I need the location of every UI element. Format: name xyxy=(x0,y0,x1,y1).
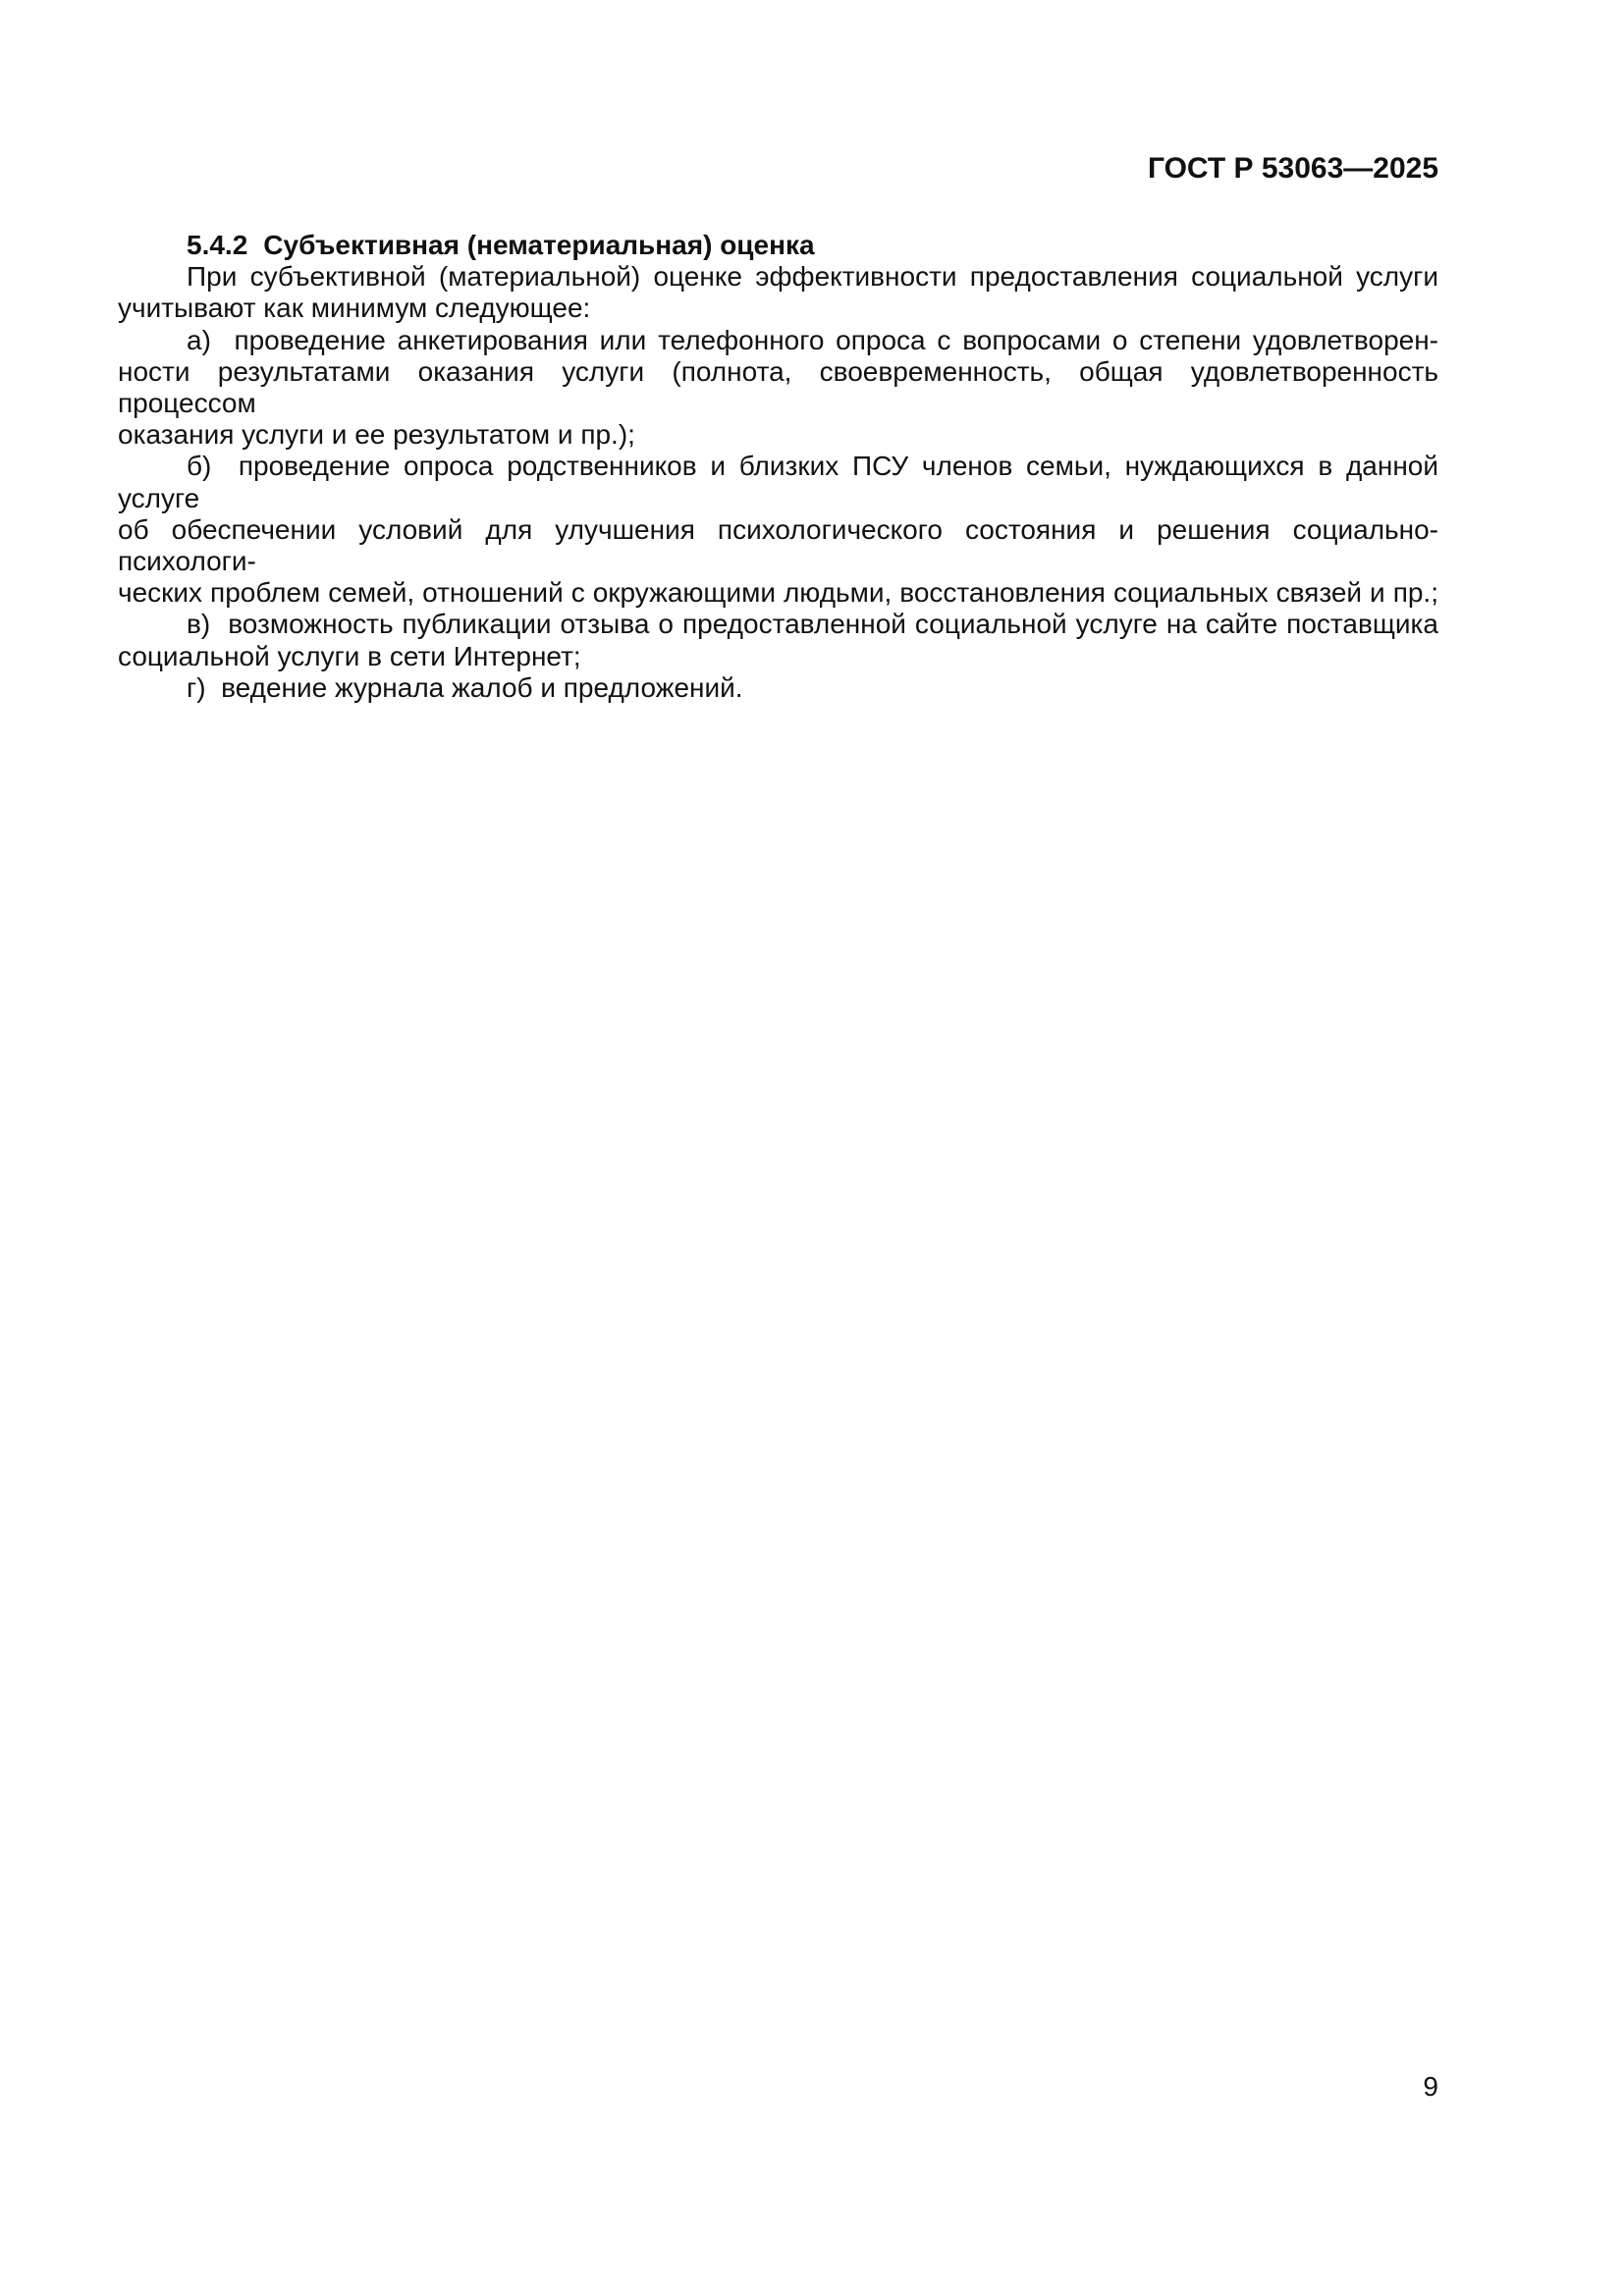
section-content xyxy=(118,230,1438,704)
list-item-v-line: в) возможность публикации отзыва о предоставленной социальной услуге на сайте поставщика xyxy=(187,609,1438,640)
list-item-b-line: ческих проблем семей, отношений с окружающими людьми, восстановления социальных связей и пр.; xyxy=(118,577,1438,609)
list-item-a-line: а) проведение анкетирования или телефонного опроса с вопросами о степени удовлетворен- xyxy=(187,324,1438,355)
list-item-a-line: ности результатами оказания услуги (полнота, своевременность, общая удовлетворенность процессом xyxy=(118,355,1438,419)
page-number: 9 xyxy=(1423,2071,1438,2102)
list-item-v-line: социальной услуги в сети Интернет; xyxy=(118,640,581,671)
list-item-g-line: г) ведение журнала жалоб и предложений. xyxy=(187,671,743,703)
list-item-b-line: б) проведение опроса родственников и близких ПСУ членов семьи, нуждающихся в данной услуге xyxy=(118,451,1438,513)
paragraph-line: учитывают как минимум следующее: xyxy=(118,293,591,324)
section-heading xyxy=(118,230,1438,261)
section-heading-number: 5.4.2 xyxy=(187,230,248,260)
paragraph-line: При субъективной (материальной) оценке эффективности предоставления социальной услуги xyxy=(187,261,1438,293)
running-header: ГОСТ Р 53063—2025 xyxy=(1147,152,1438,185)
list-item-a-line: оказания услуги и ее результатом и пр.); xyxy=(118,419,635,451)
list-item-b-line: об обеспечении условий для улучшения психологического состояния и решения социально-психологи- xyxy=(118,513,1438,577)
section-heading-title: Субъективная (нематериальная) оценка xyxy=(263,230,815,260)
